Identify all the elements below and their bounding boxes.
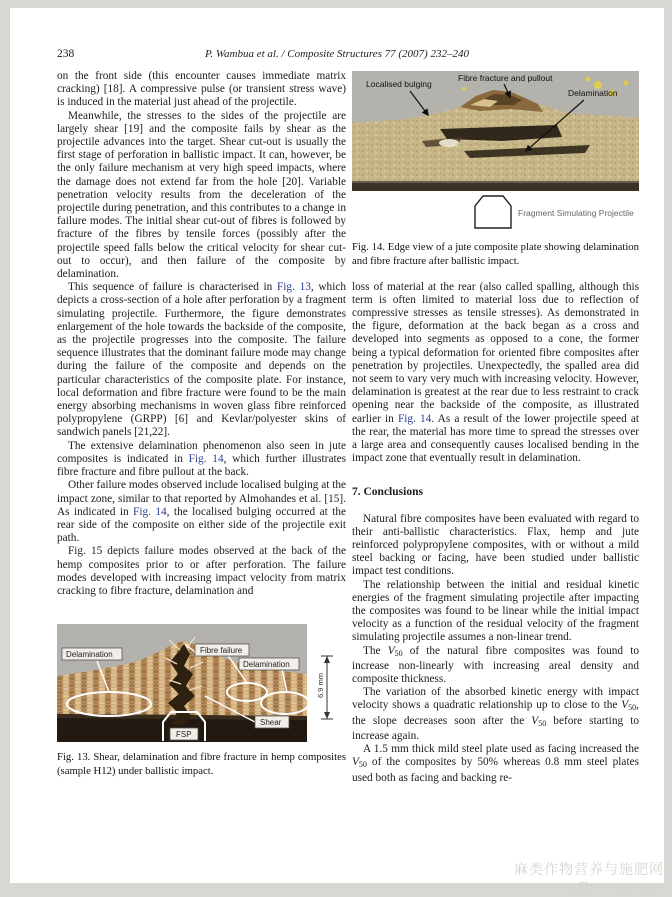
figure-ref-link[interactable]: Fig. 13 [277, 281, 311, 294]
fig13-shear-label: Shear [260, 718, 282, 728]
body-paragraph: The $V_{50}$ of the natural fibre composites was found to increase non-linearly with increasing areal density and composite thickness. [352, 644, 639, 686]
figure-13-caption: Fig. 13. Shear, delamination and fibre fracture in hemp composites (sample H12) under ballistic impact. [57, 751, 346, 777]
figure-13-image [57, 624, 340, 742]
figure-14 [352, 71, 639, 269]
fig13-fibre-failure-label: Fibre failure [200, 646, 243, 656]
body-paragraph: The extensive delamination phenomenon also seen in jute composites is indicated in Fig. 14, which further illustrates fibre fracture and fibre pullout at the back. [57, 439, 347, 479]
right-column [352, 71, 639, 785]
body-paragraph: The relationship between the initial and residual kinetic energies of the fragment simulating projectile after impacting the composites was found to be linear while the initial impact velocity as a function of the residual velocity of the fragment simulating projectile assumes a non-linear trend. [352, 578, 639, 644]
body-paragraph: The variation of the absorbed kinetic energy with impact velocity shows a quadratic relationship up to close to the $V_{50}$, the slope decreases soon after the $V_{50}$ before starting to increase again. [352, 686, 639, 742]
conclusions-heading: 7. Conclusions [352, 486, 423, 499]
figure-14-image [352, 71, 639, 191]
fig13-delamination-left-label: Delamination [66, 650, 113, 660]
figure-ref-link[interactable]: Fig. 14 [397, 412, 432, 425]
fig13-fsp-label: FSP [176, 730, 192, 740]
body-paragraph: Meanwhile, the stresses to the sides of the projectile are largely shear [19] and the composite fails by shear as the projectile advances into the target. Shear cut-out is usually the first stage of perforation in ballistic impact. It can, however, be the only failure mechanism at very high speed impacts, where the damage does not extend far from the hole [20]. Variable penetration velocity results from the deceleration of the projectile during penetration, and this contributes to a change in failure modes. The initial shear cut-out of fibres is followed by fracture of the fibres by tensile forces (possibly after the projectile speed falls below the critical velocity for shear cut-out to occur), and then failure of the composite by delamination. [57, 109, 346, 281]
journal-page [10, 8, 664, 883]
fig13-dimension-label: 6.9 mm [316, 673, 325, 699]
body-paragraph: A 1.5 mm thick mild steel plate used as facing increased the $V_{50}$ of the composites by 50% whereas 0.8 mm steel plates used both as facing and backing re- [352, 743, 639, 784]
fig13-delamination-right-label: Delamination [243, 660, 290, 670]
figure-14-caption: Fig. 14. Edge view of a jute composite plate showing delamination and fibre fracture after ballistic impact. [352, 241, 639, 267]
left-column [57, 70, 346, 779]
figure-ref-link[interactable]: Fig. 14 [133, 505, 167, 518]
watermark [514, 861, 664, 895]
running-head [10, 48, 664, 64]
page-number: 238 [57, 48, 75, 60]
body-paragraph: on the front side (this encounter causes immediate matrix cracking) [18]. A compressive pulse (or transient stress wave) is induced in the material just ahead of the projectile. [57, 70, 346, 109]
running-head-title: P. Wambua et al. / Composite Structures 77 (2007) 232–240 [205, 48, 469, 60]
fig14-fibre-fracture-label: Fibre fracture and pullout [458, 73, 553, 83]
body-paragraph: Fig. 15 depicts failure modes observed at the back of the hemp composites prior to or after perforation. The failure modes developed with increasing impact velocity from matrix cracking to fibre fracture, delamination and [57, 545, 346, 597]
body-paragraph: Natural fibre composites have been evaluated with regard to their anti-ballistic characteristics. Flax, hemp and jute reinforced polypropylene composites, with or without a mild steel backing or facing, have been studied under ballistic impact test conditions. [352, 512, 639, 578]
fig14-fsp-outline [352, 194, 639, 230]
body-paragraph: loss of material at the rear (also called spalling, although this term is often limited to material loss due to reflection of compressive stresses as tensile stresses). As demonstrated in the figure, deformation at the back began as a cross and developed into segments as opposed to a cone, the former being a typical deformation for oriented fibre composites after penetration by projectiles. Unexpectedly, the spalled area did not seem to vary very much with increasing velocity. However, delamination is greatest at the rear due to less restraint to crack opening near the backside of the composite, as illustrated earlier in Fig. 14. As a result of the lower projectile speed at the rear, the material has more time to spread the stresses over a large area and consequently causes localised bending in the impact zone that eventually result in delamination. [352, 280, 640, 465]
fig14-localised-bulging-label: Localised bulging [366, 79, 432, 89]
body-paragraph: Other failure modes observed include localised bulging at the impact zone, similar to that reported by Almohandes et al. [15]. As indicated in Fig. 14, the localised bulging occurred at the rear side of the composite on either side of the projectile exit path. [57, 479, 347, 545]
figure-ref-link[interactable]: Fig. 14 [188, 452, 224, 465]
fig14-delamination-label: Delamination [568, 88, 618, 98]
fig14-fsp-label: Fragment Simulating Projectile [518, 208, 634, 218]
body-paragraph: This sequence of failure is characterised in Fig. 13, which depicts a cross-section of a hole after perforation by a fragment simulating projectile. Furthermore, the figure demonstrates enlargement of the hole towards the backside of the composite, as the projectile progresses into the composite. The failure sequence illustrates that the dominant failure mode may change during the failure of the composite and depends on the particular characteristics of the composite plate. For instance, local deformation and fibre fracture were found to be the main energy absorbing mechanisms in woven glass fibre reinforced polypropylene (GRPP) [6] and Kevlar/polyester skins of sandwich panels [21,22]. [57, 281, 346, 439]
watermark-chinese: 麻类作物营养与施肥网 [514, 861, 664, 877]
watermark-url: www.fibercrops.com [547, 879, 664, 894]
figure-13 [57, 624, 346, 779]
